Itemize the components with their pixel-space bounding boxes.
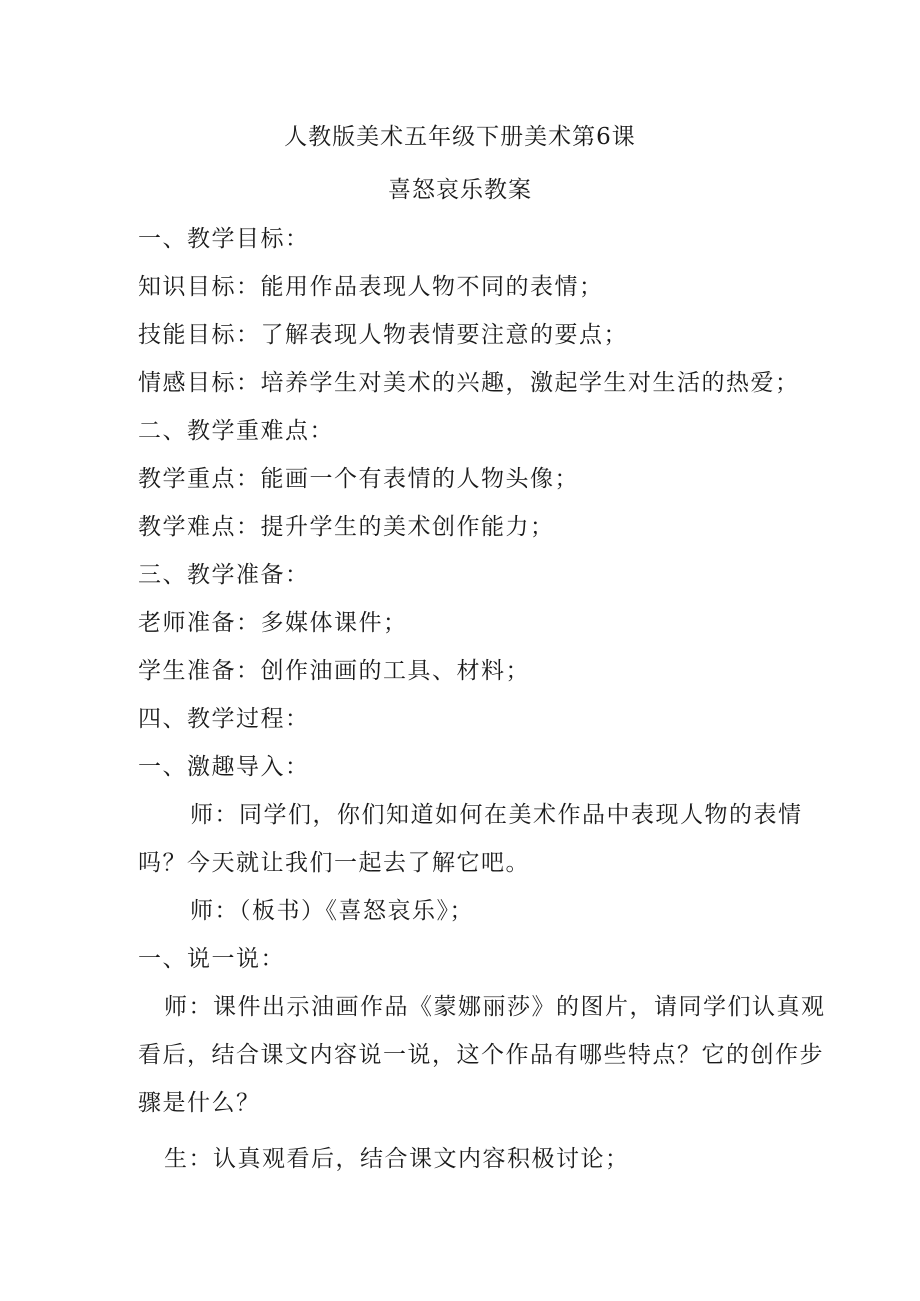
section-heading-preparation: 三、教学准备： [138,562,310,588]
paragraph-line: 师：课件出示油画作品《蒙娜丽莎》的图片，请同学们认真观 [164,994,826,1020]
document-title: 人教版美术五年级下册美术第6课 [284,124,636,150]
section-heading-process: 四、教学过程： [138,706,310,732]
paragraph-line: 师：（板书）《喜怒哀乐》； [190,898,474,924]
subsection-heading-intro: 一、激趣导入： [138,754,310,780]
paragraph-line: 吗？今天就让我们一起去了解它吧。 [138,850,530,876]
emotion-objective: 情感目标：培养学生对美术的兴趣，激起学生对生活的热爱； [138,370,800,396]
teaching-key-point: 教学重点：能画一个有表情的人物头像； [138,466,579,492]
skill-objective: 技能目标：了解表现人物表情要注意的要点； [138,322,628,348]
student-preparation: 学生准备：创作油画的工具、材料； [138,658,530,684]
section-heading-key-points: 二、教学重难点： [138,418,334,444]
knowledge-objective: 知识目标：能用作品表现人物不同的表情； [138,274,604,300]
paragraph-line: 骤是什么？ [138,1090,261,1116]
teaching-difficulty: 教学难点：提升学生的美术创作能力； [138,514,555,540]
subsection-heading-discussion: 一、说一说： [138,946,285,972]
paragraph-line: 师：同学们，你们知道如何在美术作品中表现人物的表情 [190,802,803,828]
section-heading-objectives: 一、教学目标： [138,226,310,252]
paragraph-line: 看后，结合课文内容说一说，这个作品有哪些特点？它的创作步 [138,1042,824,1068]
paragraph-line: 生：认真观看后，结合课文内容积极讨论； [164,1146,630,1172]
document-subtitle: 喜怒哀乐教案 [388,177,532,203]
teacher-preparation: 老师准备：多媒体课件； [138,610,408,636]
